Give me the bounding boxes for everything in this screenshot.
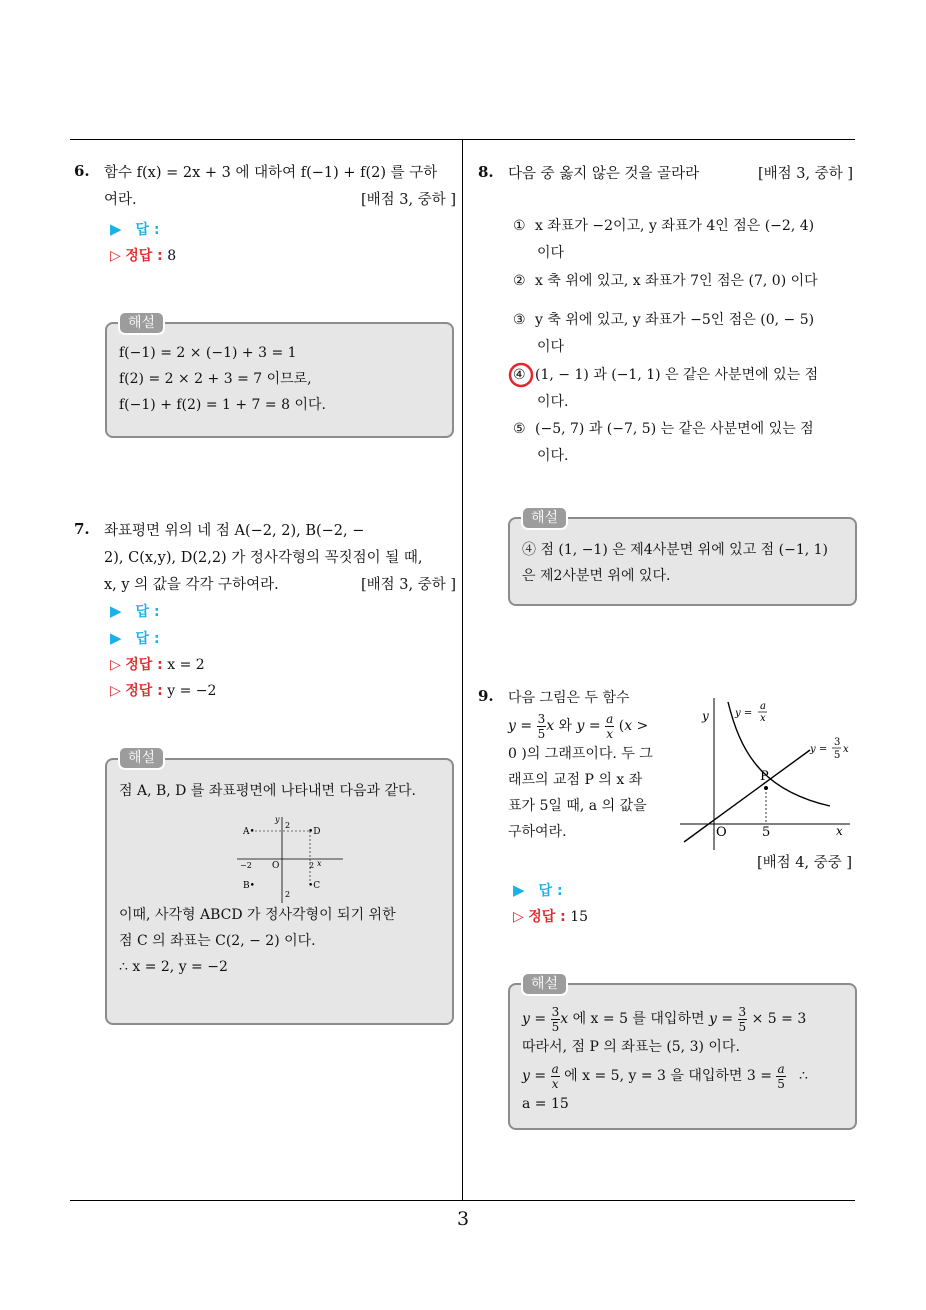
q6-explain-box [105, 322, 454, 438]
diagram-label-neg2: −2 [240, 861, 252, 870]
q9-explain-3-text: 에 x = 5, y = 3 을 대입하면 [564, 1068, 743, 1084]
q7-line2: 2), C(x,y), D(2,2) 가 정사각형의 꼭짓점이 될 때, [104, 550, 423, 566]
q9-line4: 래프의 교점 P 의 x 좌 [508, 772, 643, 788]
q9-explain-tag: 해설 [521, 972, 568, 996]
option-text: y 축 위에 있고, y 좌표가 −5인 점은 (0, − 5) [535, 312, 815, 328]
q6-correct-value: 8 [167, 248, 177, 264]
q9-answer-label: 답 : [538, 883, 563, 899]
q6-explain-tag: 해설 [118, 311, 165, 335]
q8-number: 8. [478, 163, 494, 181]
option-text: x 축 위에 있고, x 좌표가 7인 점은 (7, 0) 이다 [535, 273, 818, 289]
q7-explain-tag: 해설 [118, 746, 165, 770]
q7-answer-label-1: 답 : [135, 604, 160, 620]
correct-arrow-icon: ▷ [110, 248, 121, 264]
answer-arrow-icon: ▶ [110, 220, 122, 238]
option-text-cont: 이다 [537, 339, 565, 355]
q9-explain-2: 따라서, 점 P 의 좌표는 (5, 3) 이다. [522, 1039, 740, 1055]
q9-explain-3: y = $\frac{a}{x}$ 에 x = 5, y = 3 을 대입하면 3 = $\frac{a}{5}$ ∴ [522, 1061, 808, 1091]
option-text: (−5, 7) 과 (−7, 5) 는 같은 사분면에 있는 점 [535, 421, 814, 437]
q7-answer-label-2: 답 : [135, 631, 160, 647]
q6-explain-3: f(−1) + f(2) = 1 + 7 = 8 이다. [119, 397, 326, 413]
graph-curve-label-den: x [760, 713, 766, 724]
answer-arrow-icon: ▶ [110, 629, 122, 647]
q8-option-5 [513, 416, 853, 470]
option-number: ① [513, 218, 526, 234]
bottom-rule [70, 1200, 855, 1201]
graph-curve-label: y = [735, 708, 753, 719]
q6-answer-label: 답 : [135, 222, 160, 238]
option-text-cont: 이다. [537, 448, 569, 464]
q9-explain-1-text: 에 x = 5 를 대입하면 [572, 1011, 705, 1027]
q9-graph [680, 690, 860, 850]
q7-correct-value-2: y = −2 [167, 683, 217, 699]
q6-answer [110, 216, 176, 269]
q8-option-3 [513, 307, 853, 361]
q8-option-1 [513, 213, 853, 267]
answer-circle-mark [506, 360, 536, 390]
graph-line-label-x: x [843, 744, 849, 755]
diagram-label-o: O [272, 861, 280, 871]
q9-number: 9. [478, 687, 494, 705]
q8-option-4 [513, 362, 853, 416]
q7-explain-intro: 점 A, B, D 를 좌표평면에 나타내면 다음과 같다. [119, 783, 416, 799]
q6-line1: 함수 f(x) = 2x + 3 에 대하여 f(−1) + f(2) 를 구하 [104, 165, 438, 181]
q7-explain-2: 점 C 의 좌표는 C(2, − 2) 이다. [119, 933, 316, 949]
q8-meta: [배점 3, 중하 ] [757, 166, 853, 182]
q8-text [508, 161, 853, 188]
q9-correct-value: 15 [570, 909, 589, 925]
diagram-label-pos2: 2 [309, 861, 315, 870]
option-number: ⑤ [513, 421, 526, 437]
q6-line2: 여라. [104, 192, 137, 208]
q7-correct-label-1: 정답 : [125, 657, 163, 673]
q8-explain-2: 은 제2사분면 위에 있다. [522, 568, 671, 584]
q8-explain-1: ④ 점 (1, −1) 은 제4사분면 위에 있고 점 (−1, 1) [522, 542, 829, 558]
q6-text [104, 160, 456, 214]
option-text: (1, − 1) 과 (−1, 1) 은 같은 사분면에 있는 점 [535, 367, 819, 383]
option-number: ③ [513, 312, 526, 328]
correct-arrow-icon: ▷ [513, 909, 524, 925]
correct-arrow-icon: ▷ [110, 683, 121, 699]
q7-diagram [235, 815, 345, 905]
q7-number: 7. [74, 520, 90, 538]
diagram-label-x: x [317, 859, 322, 868]
correct-arrow-icon: ▷ [110, 657, 121, 673]
column-divider [462, 139, 463, 1201]
q7-correct-label-2: 정답 : [125, 683, 163, 699]
q9-meta: [배점 4, 중중 ] [757, 855, 853, 871]
q9-correct-label: 정답 : [528, 909, 566, 925]
q7-meta: [배점 3, 중하 ] [360, 577, 456, 593]
diagram-label-a: A• [243, 827, 255, 837]
diagram-label-y: y [275, 815, 280, 824]
option-text: x 좌표가 −2이고, y 좌표가 4인 점은 (−2, 4) [535, 218, 815, 234]
q6-correct-label: 정답 : [125, 248, 163, 264]
q7-explain-1: 이때, 사각형 ABCD 가 정사각형이 되기 위한 [119, 907, 396, 923]
q9-answer [513, 877, 588, 930]
q7-line1: 좌표평면 위의 네 점 A(−2, 2), B(−2, − [104, 523, 365, 539]
diagram-label-c: •C [308, 881, 321, 891]
q7-explain-box [105, 758, 454, 1025]
graph-label-x: x [836, 824, 843, 838]
graph-label-p: P [760, 769, 769, 784]
q6-meta: [배점 3, 중하 ] [360, 192, 456, 208]
q8-stem: 다음 중 옳지 않은 것을 골라라 [508, 166, 700, 182]
q9-explain-1: y = $\frac{3}{5}$ x 에 x = 5 를 대입하면 y = $\frac{3}{5}$ × 5 = 3 [522, 1004, 807, 1034]
answer-arrow-icon: ▶ [110, 602, 122, 620]
graph-line-label-den: 5 [834, 750, 841, 761]
graph-label-y: y [702, 709, 709, 723]
graph-line-label: y = [810, 744, 828, 755]
option-text-cont: 이다 [537, 245, 565, 261]
option-text-cont: 이다. [537, 394, 569, 410]
q9-explain-box [508, 983, 857, 1130]
diagram-label-ybot: 2 [285, 890, 291, 899]
q8-explain-tag: 해설 [521, 506, 568, 530]
q9-line3: 의 그래프이다. 두 그 [526, 746, 653, 762]
graph-label-o: O [716, 825, 727, 840]
diagram-label-b: B• [243, 881, 255, 891]
graph-curve-label-num: a [760, 701, 766, 712]
q7-answer [110, 598, 216, 704]
option-number: ② [513, 273, 526, 289]
q7-explain-3: ∴ x = 2, y = −2 [119, 959, 228, 975]
q6-explain-2: f(2) = 2 × 2 + 3 = 7 이므로, [119, 371, 312, 387]
q7-text [104, 518, 456, 599]
q8-option-2 [513, 268, 853, 295]
option-number: ④ [513, 367, 526, 383]
answer-arrow-icon: ▶ [513, 881, 525, 899]
q6-number: 6. [74, 162, 90, 180]
page-number: 3 [456, 1208, 470, 1230]
q9-text: 다음 그림은 두 함수 y = $\frac{3}{5}$ x 와 y = $\frac{a}{x}$ (x > 0 )의 그래프이다. 두 그 래프의 교점 P 의 x 좌 표가 5일 때, a 의 값을 구하여라. [508, 685, 663, 845]
diagram-label-ytop: 2 [285, 821, 291, 830]
graph-label-5: 5 [762, 825, 771, 840]
q9-line5: 표가 5일 때, a 의 값을 [508, 798, 647, 814]
q9-explain-4: a = 15 [522, 1096, 569, 1112]
q9-line1: 다음 그림은 두 함수 [508, 690, 630, 706]
q9-line2-formula: y = $\frac{3}{5}$ x 와 y = $\frac{a}{x}$ (x > [508, 711, 649, 741]
q7-correct-value-1: x = 2 [167, 657, 205, 673]
q9-line6: 구하여라. [508, 824, 567, 840]
q7-line3: x, y 의 값을 각각 구하여라. [104, 577, 279, 593]
diagram-label-d: •D [308, 827, 321, 837]
q8-explain-box [508, 517, 857, 606]
q6-explain-1: f(−1) = 2 × (−1) + 3 = 1 [119, 345, 297, 361]
graph-line-label-num: 3 [834, 737, 841, 748]
